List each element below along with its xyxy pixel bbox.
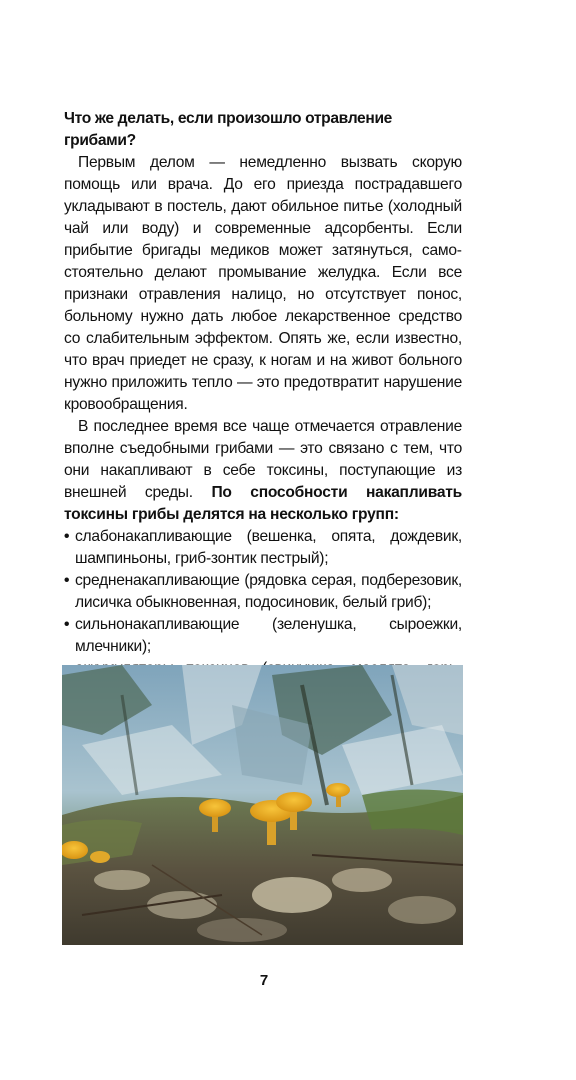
section-heading: Что же делать, если произошло отравление грибами?: [64, 110, 393, 149]
list-item: [64, 570, 462, 614]
list-item-text: средненакапливающие (рядовка серая, подберезовик, лисичка обыкновенная, подосиновик, белый гриб);: [75, 572, 462, 611]
chanterelle-photo-image: [62, 665, 463, 945]
list-item-text: сильнонакапливающие (зеленушка, сыроежки, млечники);: [75, 616, 462, 655]
bullet-icon: •: [64, 616, 70, 633]
text-block: [64, 108, 462, 702]
paragraph-toxins-bold: По способности накапливать токсины грибы делятся на несколько групп:: [64, 484, 462, 523]
paragraph-toxins-text: В последнее время все чаще отмечается отравление вполне съедобными грибами — это связано с тем, что они накапливают в себе токсины, поступающие из внешней среды.: [64, 418, 462, 501]
bullet-icon: •: [64, 572, 70, 589]
list-item: [64, 526, 462, 570]
bullet-icon: •: [64, 528, 70, 545]
list-item: [64, 614, 462, 658]
paragraph-first-aid: Первым делом — немедленно вызвать скорую помощь или врача. До его приезда пострадавшего укладывают в постель, дают обильное питье (холодный чай или воду) и современные адсорбенты. Если прибытие бригады медиков может затянуться, самостоятельно делают промывание желудка. Если все признаки отравления налицо, но отсутствует понос, больному нужно дать любое лекарственное средство со слабительным эффектом. Опять же, если известно, что врач приедет не сразу, к ногам и на живот больного нужно приложить тепло — это предотвратит нарушение кровообращения.: [64, 154, 462, 413]
paragraph-toxins: [64, 416, 462, 526]
chanterelle-photo: [62, 665, 463, 945]
page-number: 7: [259, 972, 269, 989]
list-item-text: слабонакапливающие (вешенка, опята, дождевик, шампиньоны, гриб-зонтик пестрый);: [75, 528, 462, 567]
